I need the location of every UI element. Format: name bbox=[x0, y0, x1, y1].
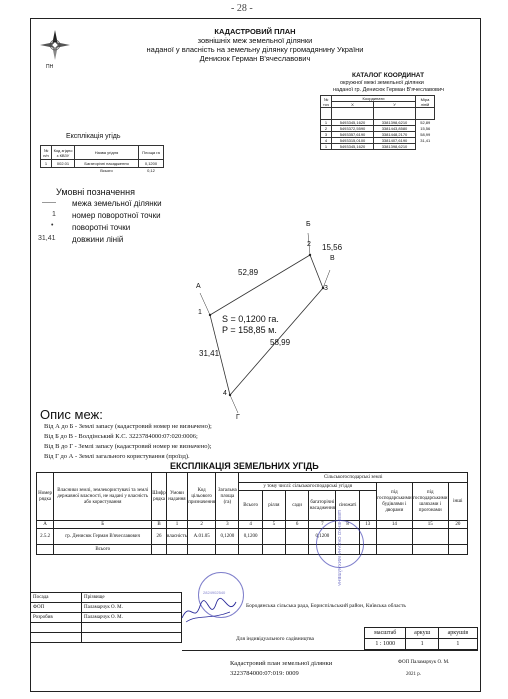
expl-index: 14 bbox=[376, 521, 412, 529]
expl-head: Власники землі, землекористувачі та землі державної власності, не надані у власність або користування bbox=[54, 473, 152, 521]
north-label: ПН bbox=[46, 64, 54, 70]
small-expl-head: Площа га bbox=[139, 146, 164, 160]
small-expl-cell: 0,1200 bbox=[139, 160, 164, 168]
plan-title-footer: Кадастровий план земельної ділянки bbox=[230, 660, 333, 667]
sig-name: Паламарчук О. М. bbox=[82, 603, 182, 613]
plan-title: КАДАСТРОВИЙ ПЛАН bbox=[214, 27, 296, 36]
catalog-cell: 3381398,6210 bbox=[374, 120, 416, 126]
small-expl-total: 0,12 bbox=[147, 168, 155, 174]
sig-head: Посада bbox=[31, 593, 82, 603]
table-row bbox=[37, 545, 468, 555]
expl-index: 3 bbox=[216, 521, 239, 529]
catalog-cell: 3381407,6190 bbox=[374, 138, 416, 144]
expl-head: у тому числі: сільськогосподарські угіддя bbox=[239, 483, 376, 491]
catalog-cell: 5493372,5590 bbox=[332, 126, 374, 132]
expl-index: 4 bbox=[239, 521, 262, 529]
catalog-cell: 58,99 bbox=[420, 132, 431, 137]
expl-index: 7 bbox=[309, 521, 336, 529]
signatures-table bbox=[30, 592, 182, 643]
expl-cell: 0,1200 bbox=[239, 529, 262, 545]
legend-item: довжини ліній bbox=[72, 235, 124, 244]
boundary-description-line: Від Б до В - Волдінський К.С. 3223784000:07:020:0006; bbox=[44, 433, 198, 440]
stamp-seal-code: 2824902540 bbox=[203, 590, 226, 595]
scale-table bbox=[364, 627, 478, 650]
expl-index: 1 bbox=[166, 521, 187, 529]
length-label: 15,56 bbox=[322, 243, 343, 252]
boundary-description-line: Від Г до А - Землі загального користування (проїзд). bbox=[44, 453, 190, 460]
small-expl-head: № п/п bbox=[41, 146, 52, 160]
expl-head: Сільськогосподарські землі bbox=[239, 473, 468, 483]
point-number: 1 bbox=[198, 309, 202, 316]
catalog-cell: 3381448,2170 bbox=[374, 132, 416, 138]
legend-length-symbol: 31,41 bbox=[38, 235, 56, 242]
legend-item: поворотні точки bbox=[72, 223, 131, 232]
expl-cell: А.01.05 bbox=[188, 529, 216, 545]
catalog-cell: 5493345,1620 bbox=[332, 144, 374, 150]
catalog-cell: 3381398,6210 bbox=[374, 144, 416, 150]
catalog-cell: 31,41 bbox=[420, 138, 431, 143]
sig-head: Прізвище bbox=[82, 593, 182, 603]
expl-head: під господарськими будівлями і дворами bbox=[376, 483, 412, 521]
year: 2021 р. bbox=[406, 672, 421, 677]
small-expl-cell: 002.01 bbox=[52, 160, 75, 168]
length-label: 31,41 bbox=[199, 349, 220, 358]
company-name: ФОП Паламарчук О. М. bbox=[398, 660, 450, 665]
north-arrow-icon bbox=[38, 28, 72, 72]
expl-cell: гр. Денисюк Герман В'ячеславович bbox=[54, 529, 152, 545]
legend-number-symbol: 1 bbox=[52, 211, 56, 218]
expl-index: А bbox=[37, 521, 54, 529]
turning-point bbox=[209, 314, 211, 316]
explication-table bbox=[36, 472, 468, 555]
expl-head: під господарськими шляхами і прогонами bbox=[412, 483, 448, 521]
plan-subtitle-2: наданої у власність на земельну ділянку громадянину України bbox=[146, 45, 364, 54]
expl-index: 6 bbox=[285, 521, 308, 529]
small-expl-table bbox=[40, 145, 164, 174]
boundary-letter: Б bbox=[306, 221, 311, 228]
expl-head: Шифр рядка bbox=[152, 473, 167, 521]
expl-head: Загальна площа (га) bbox=[216, 473, 239, 521]
scale-value: 1 : 1000 bbox=[365, 639, 406, 650]
catalog-cell: 5493315,0100 bbox=[332, 138, 374, 144]
point-number: 4 bbox=[223, 390, 227, 397]
small-expl-head: Код згідно з КВЗУ bbox=[52, 146, 75, 160]
expl-head: багаторічні насадження bbox=[309, 491, 336, 521]
table-row bbox=[321, 144, 435, 150]
catalog-owner: наданої гр. Денисюк Герман В'ячеславович bbox=[333, 87, 444, 93]
catalog-head-coords: Координати bbox=[332, 96, 416, 102]
catalog-title: КАТАЛОГ КООРДИНАТ bbox=[352, 72, 425, 79]
catalog-subtitle: окружної межі земельної ділянки bbox=[340, 80, 424, 86]
sig-name: Паламарчук О. М. bbox=[82, 613, 182, 623]
sig-position: Розробив bbox=[31, 613, 82, 623]
expl-index: 13 bbox=[359, 521, 376, 529]
catalog-head-x: Х bbox=[332, 102, 374, 108]
boundary-description-title: Опис меж: bbox=[40, 407, 103, 422]
expl-total-label: Всього bbox=[54, 545, 152, 555]
length-label: 52,89 bbox=[238, 268, 259, 277]
catalog-cell bbox=[416, 144, 435, 150]
expl-head: сіножаті bbox=[336, 491, 359, 521]
table-row bbox=[37, 529, 468, 545]
expl-head: Код цільового призначення bbox=[188, 473, 216, 521]
small-expl-head: Назва угідля bbox=[75, 146, 139, 160]
purpose-text: Для індивідуального садівництва bbox=[236, 636, 314, 642]
scale-head: масштаб bbox=[365, 628, 406, 639]
stamp-seal bbox=[198, 572, 244, 618]
catalog-cell: 1 bbox=[321, 120, 332, 126]
sheet-head: аркуш bbox=[406, 628, 438, 639]
expl-cell: 26 bbox=[152, 529, 167, 545]
boundary-description-line: Від А до Б - Землі запасу (кадастровий номер не визначено); bbox=[44, 423, 212, 430]
stamp-text: ШЕВЧЕНКО ОКСАНА МИХАЙЛІВНА bbox=[337, 510, 342, 586]
page-number: - 28 - bbox=[231, 3, 253, 14]
expl-cell: 0,1200 bbox=[216, 529, 239, 545]
expl-head: рілля bbox=[262, 491, 285, 521]
catalog-head-y: У bbox=[374, 102, 416, 108]
table-row bbox=[37, 521, 468, 529]
small-expl-cell: 1 bbox=[41, 160, 52, 168]
turning-point bbox=[309, 254, 311, 256]
plan-subtitle-1: зовнішніх меж земельної ділянки bbox=[197, 36, 313, 45]
legend-item: номер поворотної точки bbox=[72, 211, 161, 220]
expl-head: Всього bbox=[239, 491, 262, 521]
catalog-table bbox=[320, 95, 435, 150]
expl-head: Умови надання bbox=[166, 473, 187, 521]
expl-head: сади bbox=[285, 491, 308, 521]
small-expl-cell: Багаторічні насадження bbox=[75, 160, 139, 168]
expl-index: 5 bbox=[262, 521, 285, 529]
catalog-cell: 5493357,6190 bbox=[332, 132, 374, 138]
small-expl-total-label: Всього bbox=[100, 168, 113, 174]
catalog-cell: 3381443,8580 bbox=[374, 126, 416, 132]
sheets-head: аркушів bbox=[438, 628, 477, 639]
catalog-cell: 1 bbox=[321, 144, 332, 150]
footer-divider bbox=[182, 650, 478, 651]
sheet-value: 1 bbox=[406, 639, 438, 650]
catalog-head-no: № точ bbox=[321, 96, 332, 108]
catalog-cell: 5493345,1620 bbox=[332, 120, 374, 126]
boundary-letter: А bbox=[196, 283, 201, 290]
catalog-head-len: Міра ліній bbox=[416, 96, 435, 108]
expl-index: 15 bbox=[412, 521, 448, 529]
expl-cell: 2.5.2 bbox=[37, 529, 54, 545]
turning-point bbox=[229, 394, 231, 396]
expl-index: В bbox=[152, 521, 167, 529]
cadastral-number: 3223784000:07:019: 0009 bbox=[230, 670, 299, 677]
catalog-cell: 2 bbox=[321, 126, 332, 132]
expl-head: Номер рядка bbox=[37, 473, 54, 521]
expl-cell: 0,1200 bbox=[309, 529, 336, 545]
small-expl-title: Експлікація угідь bbox=[66, 133, 121, 140]
catalog-cell: 15,56 bbox=[420, 126, 431, 131]
catalog-cell: 3 bbox=[321, 132, 332, 138]
length-label: 58,99 bbox=[270, 338, 291, 347]
explication-title: ЕКСПЛІКАЦІЯ ЗЕМЕЛЬНИХ УГІДЬ bbox=[170, 461, 319, 471]
boundary-letter: Г bbox=[236, 414, 240, 421]
expl-head: інші bbox=[448, 483, 467, 521]
perimeter-label: P = 158,85 м. bbox=[222, 325, 277, 335]
expl-cell: власність bbox=[166, 529, 187, 545]
legend-item: межа земельної ділянки bbox=[72, 199, 162, 208]
catalog-cell: 52,89 bbox=[420, 120, 431, 126]
boundary-description-line: Від В до Г - Землі запасу (кадастровий номер не визначено); bbox=[44, 443, 212, 450]
point-number: 3 bbox=[324, 285, 328, 292]
legend-point-symbol: • bbox=[51, 222, 54, 229]
location-text: Бородянська сільська рада, Бориспільський район, Київська область bbox=[246, 603, 406, 609]
plan-owner: Денисюк Герман В'ячеславович bbox=[199, 54, 311, 63]
legend-line-symbol: —— bbox=[42, 199, 56, 206]
sheets-value: 1 bbox=[438, 639, 477, 650]
sig-position: ФОП bbox=[31, 603, 82, 613]
area-label: S = 0,1200 га. bbox=[222, 314, 279, 324]
expl-index: 20 bbox=[448, 521, 467, 529]
point-number: 2 bbox=[307, 241, 311, 248]
legend-title: Умовні позначення bbox=[56, 187, 135, 197]
expl-index: Б bbox=[54, 521, 152, 529]
catalog-cell: 4 bbox=[321, 138, 332, 144]
expl-index: 2 bbox=[188, 521, 216, 529]
expl-index: 8 bbox=[336, 521, 359, 529]
boundary-letter: В bbox=[330, 255, 335, 262]
